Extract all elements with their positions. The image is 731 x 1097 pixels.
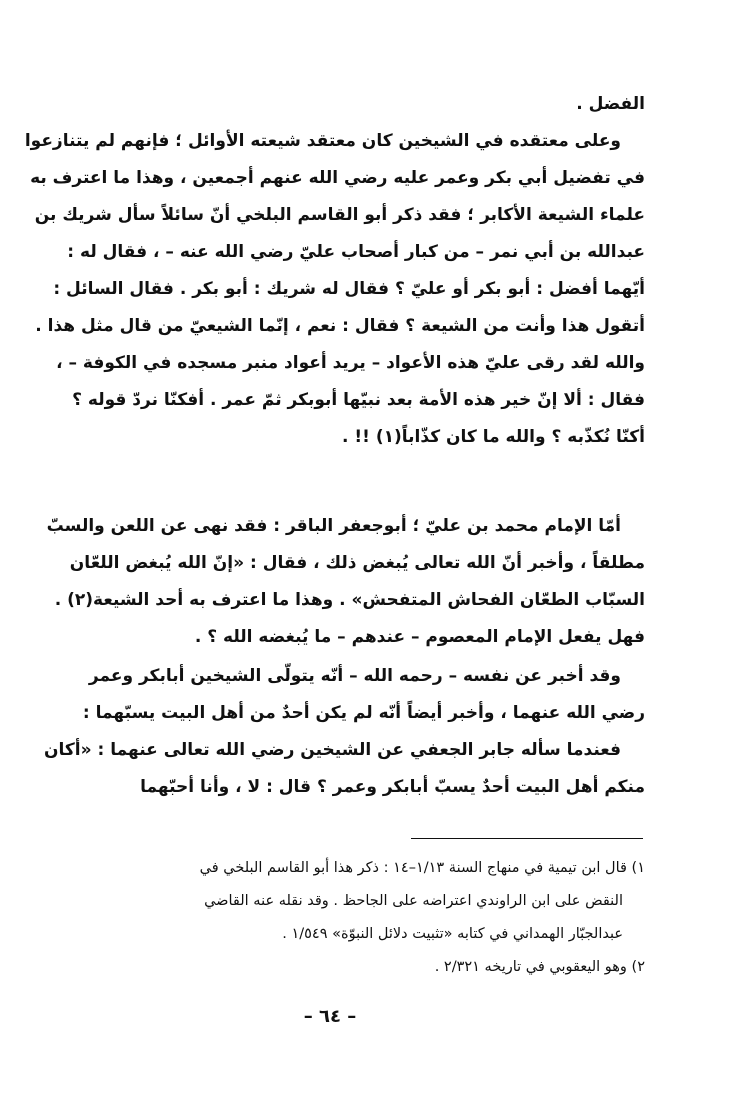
- text-line: علماء الشيعة الأكابر ؛ فقد ذكر أبو القاسم البلخي أنّ سائلاً سأل شريك بن: [34, 205, 645, 225]
- text-line: رضي الله عنهما ، وأخبر أيضاً أنّه لم يكن أحدٌ من أهل البيت يسبّهما :: [82, 703, 645, 723]
- footnote-line: عبدالجبّار الهمداني في كتابه «تثبيت دلائل النبوّة» ١/٥٤٩ .: [282, 926, 623, 942]
- text-line: أمّا الإمام محمد بن عليّ ؛ أبوجعفر الباقر : فقد نهى عن اللعن والسبّ: [46, 516, 621, 536]
- text-line: أتقول هذا وأنت من الشيعة ؟ فقال : نعم ، إنّما الشيعيّ من قال مثل هذا .: [35, 316, 645, 336]
- footnote-line: النقض على ابن الراوندي اعتراضه على الجاحظ . وقد نقله عنه القاضي: [204, 893, 623, 909]
- text-line: في تفضيل أبي بكر وعمر عليه رضي الله عنهم أجمعين ، وهذا ما اعترف به: [30, 168, 645, 188]
- text-line: والله لقد رقى عليّ هذه الأعواد – يريد أعواد منبر مسجده في الكوفة – ،: [56, 353, 645, 373]
- paragraph-first: [24, 86, 645, 456]
- footnote-line: ٢) وهو اليعقوبي في تاريخه ٢/٣٢١ .: [434, 959, 645, 975]
- footnotes: [80, 852, 645, 984]
- text-line: وعلى معتقده في الشيخين كان معتقد شيعته الأوائل ؛ فإنهم لم يتنازعوا: [24, 131, 621, 151]
- text-line: فعندما سأله جابر الجعفي عن الشيخين رضي الله تعالى عنهما : «أكان: [44, 740, 621, 760]
- text-line: أيّهما أفضل : أبو بكر أو عليّ ؟ فقال له شريك : أبو بكر . فقال السائل :: [53, 279, 645, 299]
- text-line: منكم أهل البيت أحدٌ يسبّ أبابكر وعمر ؟ قال : لا ، وأنا أحبّهما: [140, 777, 645, 797]
- text-line: السبّاب الطعّان الفحاش المتفحش» . وهذا ما اعترف به أحد الشيعة(٢) .: [54, 590, 645, 610]
- text-line: فقال : ألا إنّ خير هذه الأمة بعد نبيّها أبوبكر ثمّ عمر . أفكنّا نردّ قوله ؟: [72, 390, 645, 410]
- page-number: – ٦٤ –: [303, 1006, 357, 1027]
- text-line: الفضل .: [576, 94, 645, 114]
- paragraph-third: [44, 658, 645, 806]
- text-line: فهل يفعل الإمام المعصوم – عندهم – ما يُبغضه الله ؟ .: [194, 627, 645, 647]
- text-line: أكنّا نُكذّبه ؟ والله ما كان كذّاباً(١) !! .: [342, 427, 645, 447]
- footnote-divider: [411, 838, 643, 839]
- paragraph-second: [46, 508, 645, 656]
- text-line: مطلقاً ، وأخبر أنّ الله تعالى يُبغض ذلك ، فقال : «إنّ الله يُبغض اللعّان: [69, 553, 645, 573]
- footnote-line: ١) قال ابن تيمية في منهاج السنة ١/١٣–١٤ : ذكر هذا أبو القاسم البلخي في: [199, 860, 645, 876]
- text-line: عبدالله بن أبي نمر – من كبار أصحاب عليّ رضي الله عنه – ، فقال له :: [67, 242, 645, 262]
- text-line: وقد أخبر عن نفسه – رحمه الله – أنّه يتولّى الشيخين أبابكر وعمر: [88, 666, 621, 686]
